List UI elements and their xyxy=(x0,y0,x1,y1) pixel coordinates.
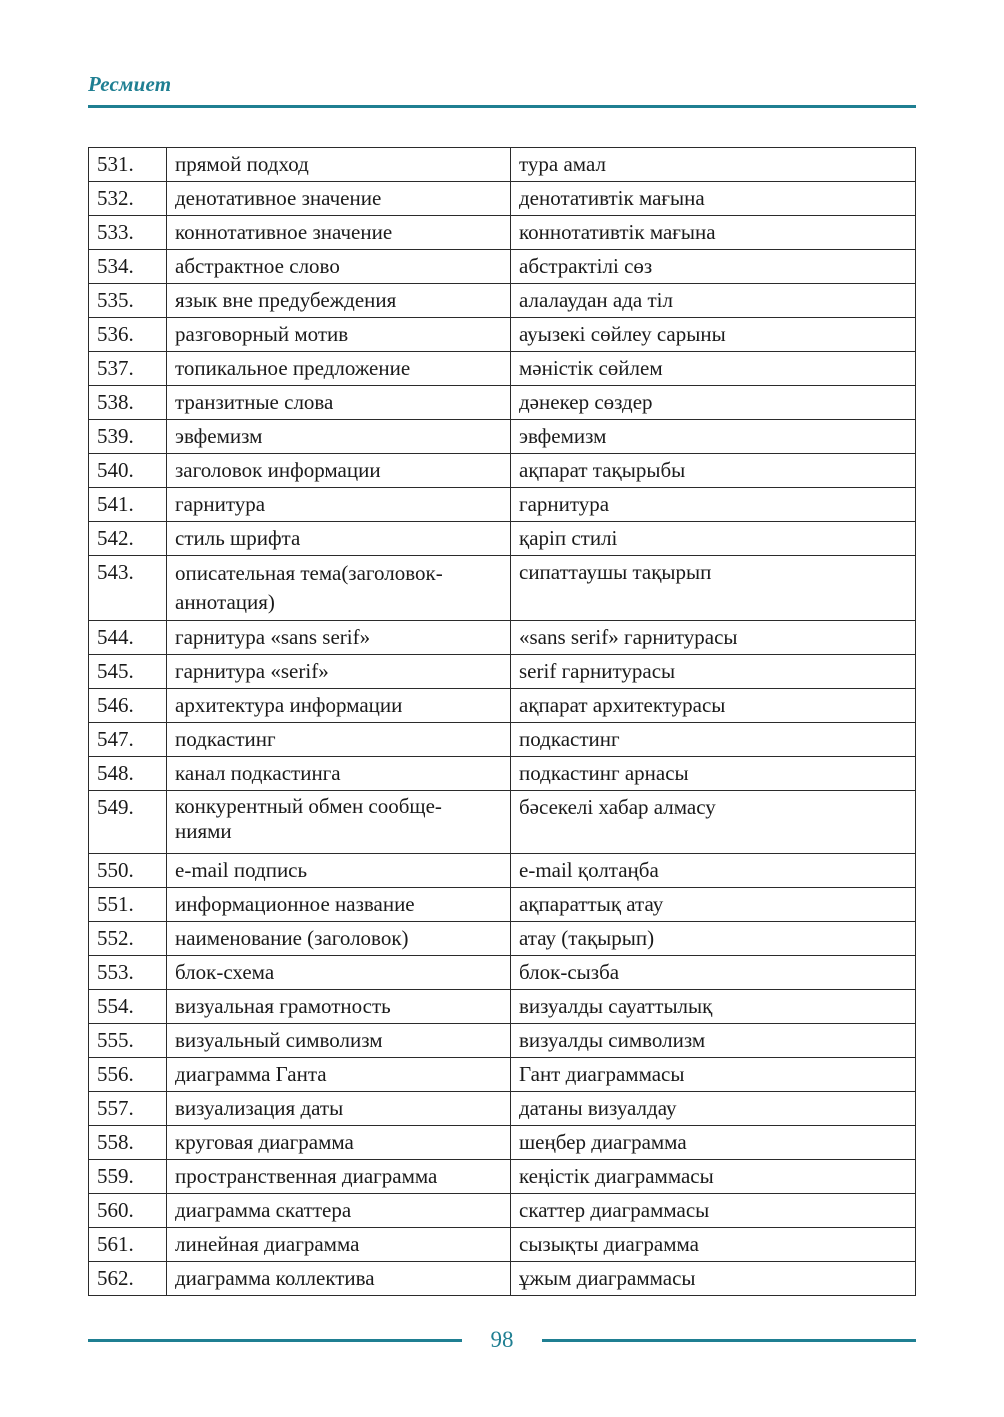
kazakh-term-cell: коннотативтік мағына xyxy=(511,216,916,250)
russian-term-cell: информационное название xyxy=(167,888,511,922)
table-row xyxy=(89,854,916,888)
row-number-cell: 557. xyxy=(89,1092,167,1126)
row-number-cell: 543. xyxy=(89,556,167,621)
russian-term-cell: топикальное предложение xyxy=(167,352,511,386)
russian-term-cell: визуальная грамотность xyxy=(167,990,511,1024)
kazakh-term-cell: «sans serif» гарнитурасы xyxy=(511,621,916,655)
russian-term-cell: блок-схема xyxy=(167,956,511,990)
row-number-cell: 558. xyxy=(89,1126,167,1160)
row-number-cell: 542. xyxy=(89,522,167,556)
kazakh-term-cell: шеңбер диаграмма xyxy=(511,1126,916,1160)
footer-rule-left xyxy=(88,1339,462,1342)
table-row xyxy=(89,956,916,990)
row-number-cell: 555. xyxy=(89,1024,167,1058)
kazakh-term-cell: serif гарнитурасы xyxy=(511,655,916,689)
table-row xyxy=(89,621,916,655)
kazakh-term-cell: тура амал xyxy=(511,148,916,182)
kazakh-term-cell: ауызекі сөйлеу сарыны xyxy=(511,318,916,352)
row-number-cell: 536. xyxy=(89,318,167,352)
table-row xyxy=(89,1092,916,1126)
russian-term-cell: коннотативное значение xyxy=(167,216,511,250)
table-row xyxy=(89,182,916,216)
row-number-cell: 531. xyxy=(89,148,167,182)
table-row xyxy=(89,488,916,522)
page-number: 98 xyxy=(490,1327,514,1352)
russian-term-cell: заголовок информации xyxy=(167,454,511,488)
russian-term-cell: денотативное значение xyxy=(167,182,511,216)
row-number-cell: 533. xyxy=(89,216,167,250)
russian-term-cell: язык вне предубеждения xyxy=(167,284,511,318)
kazakh-term-cell: ақпарат архитектурасы xyxy=(511,689,916,723)
table-row xyxy=(89,420,916,454)
row-number-cell: 548. xyxy=(89,757,167,791)
table-row xyxy=(89,1024,916,1058)
russian-term-cell: визуальный символизм xyxy=(167,1024,511,1058)
kazakh-term-cell: подкастинг арнасы xyxy=(511,757,916,791)
russian-term-cell: линейная диаграмма xyxy=(167,1228,511,1262)
row-number-cell: 560. xyxy=(89,1194,167,1228)
table-row xyxy=(89,318,916,352)
table-row xyxy=(89,1160,916,1194)
kazakh-term-cell: датаны визуалдау xyxy=(511,1092,916,1126)
row-number-cell: 552. xyxy=(89,922,167,956)
table-row xyxy=(89,250,916,284)
table-row xyxy=(89,791,916,854)
row-number-cell: 549. xyxy=(89,791,167,854)
glossary-table xyxy=(88,147,916,1296)
russian-term-cell: круговая диаграмма xyxy=(167,1126,511,1160)
running-header-title: Ресмиет xyxy=(88,72,172,96)
row-number-cell: 562. xyxy=(89,1262,167,1296)
russian-term-cell: пространственная диаграмма xyxy=(167,1160,511,1194)
row-number-cell: 544. xyxy=(89,621,167,655)
kazakh-term-cell: ақпарат тақырыбы xyxy=(511,454,916,488)
kazakh-term-cell: денотативтік мағына xyxy=(511,182,916,216)
header-rule xyxy=(88,105,916,108)
row-number-cell: 541. xyxy=(89,488,167,522)
row-number-cell: 547. xyxy=(89,723,167,757)
kazakh-term-cell: дәнекер сөздер xyxy=(511,386,916,420)
kazakh-term-cell: скаттер диаграммасы xyxy=(511,1194,916,1228)
table-row xyxy=(89,284,916,318)
russian-term-cell: прямой подход xyxy=(167,148,511,182)
russian-term-cell: абстрактное слово xyxy=(167,250,511,284)
russian-term-cell: e-mail подпись xyxy=(167,854,511,888)
russian-term-cell: канал подкастинга xyxy=(167,757,511,791)
table-row xyxy=(89,922,916,956)
kazakh-term-cell: Гант диаграммасы xyxy=(511,1058,916,1092)
russian-term-cell: диаграмма Ганта xyxy=(167,1058,511,1092)
table-row xyxy=(89,689,916,723)
kazakh-term-cell: сипаттаушы тақырып xyxy=(511,556,916,621)
russian-term-cell: гарнитура xyxy=(167,488,511,522)
table-row xyxy=(89,1058,916,1092)
russian-term-cell: эвфемизм xyxy=(167,420,511,454)
kazakh-term-cell: e-mail қолтаңба xyxy=(511,854,916,888)
kazakh-term-cell: гарнитура xyxy=(511,488,916,522)
row-number-cell: 556. xyxy=(89,1058,167,1092)
row-number-cell: 538. xyxy=(89,386,167,420)
russian-term-cell: гарнитура «serif» xyxy=(167,655,511,689)
row-number-cell: 532. xyxy=(89,182,167,216)
russian-term-cell: наименование (заголовок) xyxy=(167,922,511,956)
table-row xyxy=(89,216,916,250)
kazakh-term-cell: мәністік сөйлем xyxy=(511,352,916,386)
kazakh-term-cell: абстрактілі сөз xyxy=(511,250,916,284)
kazakh-term-cell: алалаудан ада тіл xyxy=(511,284,916,318)
table-row xyxy=(89,888,916,922)
row-number-cell: 540. xyxy=(89,454,167,488)
row-number-cell: 554. xyxy=(89,990,167,1024)
kazakh-term-cell: бәсекелі хабар алмасу xyxy=(511,791,916,854)
russian-term-cell: конкурентный обмен сообще- ниями xyxy=(167,791,511,854)
row-number-cell: 545. xyxy=(89,655,167,689)
russian-term-cell: гарнитура «sans serif» xyxy=(167,621,511,655)
kazakh-term-cell: қаріп стилі xyxy=(511,522,916,556)
row-number-cell: 537. xyxy=(89,352,167,386)
kazakh-term-cell: подкастинг xyxy=(511,723,916,757)
kazakh-term-cell: визуалды символизм xyxy=(511,1024,916,1058)
kazakh-term-cell: ақпараттық атау xyxy=(511,888,916,922)
table-row xyxy=(89,1126,916,1160)
kazakh-term-cell: атау (тақырып) xyxy=(511,922,916,956)
kazakh-term-cell: эвфемизм xyxy=(511,420,916,454)
russian-term-cell: диаграмма скаттера xyxy=(167,1194,511,1228)
row-number-cell: 553. xyxy=(89,956,167,990)
row-number-cell: 546. xyxy=(89,689,167,723)
table-row xyxy=(89,1228,916,1262)
footer-rule-right xyxy=(542,1339,916,1342)
table-row xyxy=(89,1194,916,1228)
row-number-cell: 534. xyxy=(89,250,167,284)
table-row xyxy=(89,454,916,488)
kazakh-term-cell: блок-сызба xyxy=(511,956,916,990)
russian-term-cell: стиль шрифта xyxy=(167,522,511,556)
russian-term-cell: архитектура информации xyxy=(167,689,511,723)
row-number-cell: 539. xyxy=(89,420,167,454)
table-row xyxy=(89,1262,916,1296)
table-row xyxy=(89,556,916,621)
row-number-cell: 561. xyxy=(89,1228,167,1262)
row-number-cell: 550. xyxy=(89,854,167,888)
row-number-cell: 551. xyxy=(89,888,167,922)
glossary-table-body xyxy=(89,148,916,1296)
kazakh-term-cell: визуалды сауаттылық xyxy=(511,990,916,1024)
table-row xyxy=(89,386,916,420)
kazakh-term-cell: кеңістік диаграммасы xyxy=(511,1160,916,1194)
row-number-cell: 559. xyxy=(89,1160,167,1194)
russian-term-cell: подкастинг xyxy=(167,723,511,757)
russian-term-cell: описательная тема(заголовок- аннотация) xyxy=(167,556,511,621)
russian-term-cell: разговорный мотив xyxy=(167,318,511,352)
russian-term-cell: диаграмма коллектива xyxy=(167,1262,511,1296)
kazakh-term-cell: ұжым диаграммасы xyxy=(511,1262,916,1296)
table-row xyxy=(89,148,916,182)
russian-term-cell: транзитные слова xyxy=(167,386,511,420)
row-number-cell: 535. xyxy=(89,284,167,318)
russian-term-cell: визуализация даты xyxy=(167,1092,511,1126)
kazakh-term-cell: сызықты диаграмма xyxy=(511,1228,916,1262)
table-row xyxy=(89,757,916,791)
table-row xyxy=(89,990,916,1024)
table-row xyxy=(89,723,916,757)
table-row xyxy=(89,655,916,689)
table-row xyxy=(89,522,916,556)
table-row xyxy=(89,352,916,386)
